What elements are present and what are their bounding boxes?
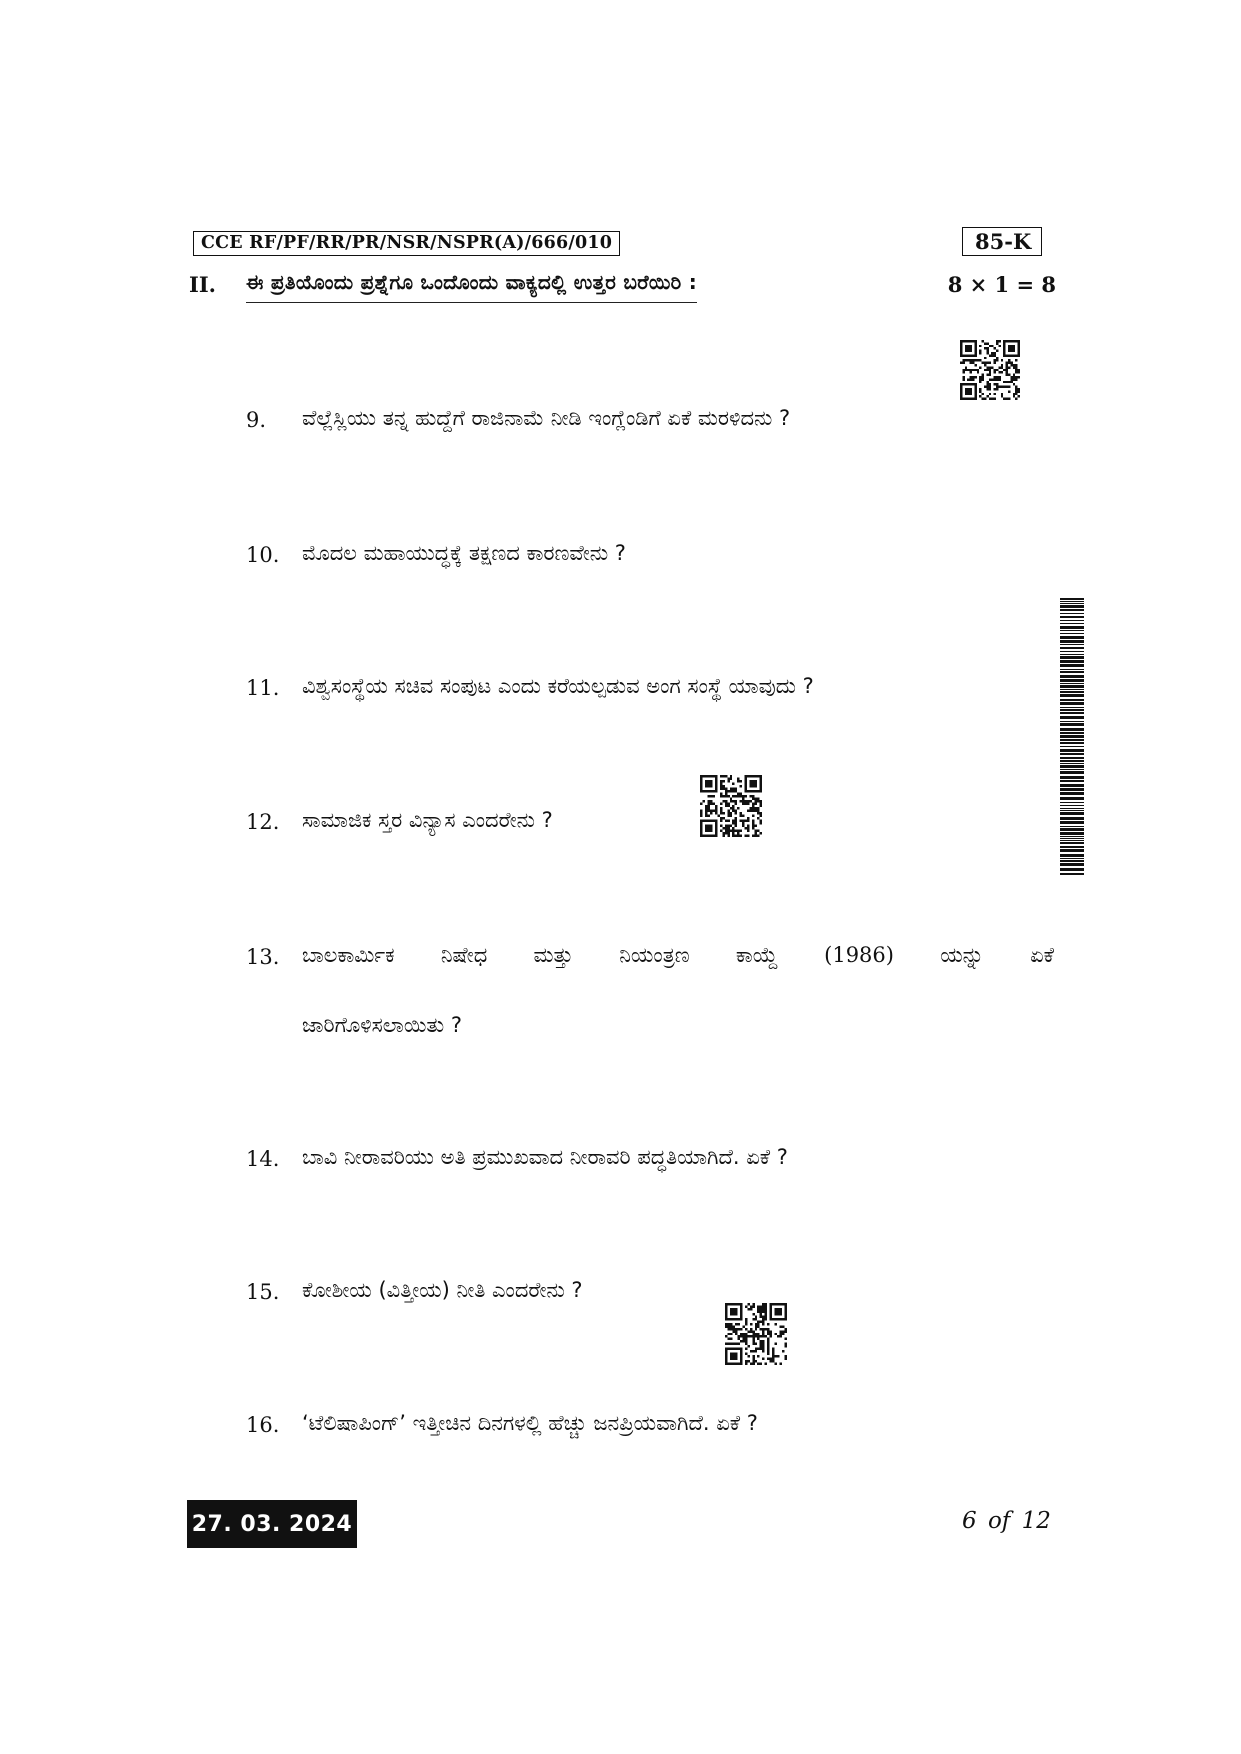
question-text: ಮೊದಲ ಮಹಾಯುದ್ಧಕ್ಕೆ ತಕ್ಷಣದ ಕಾರಣವೇನು ? <box>302 541 626 565</box>
qr-code-icon <box>725 1303 787 1365</box>
question-word: ಏಕೆ <box>1030 943 1054 967</box>
exam-date: 27. 03. 2024 <box>187 1500 357 1548</box>
question-number: 9. <box>246 408 267 432</box>
question-word: ನಿಷೇಧ <box>440 943 488 967</box>
question-text-line2: ಜಾರಿಗೊಳಿಸಲಾಯಿತು ? <box>302 1013 463 1037</box>
question-text: ‘ಟೆಲಿಷಾಪಿಂಗ್’ ಇತ್ತೀಚಿನ ದಿನಗಳಲ್ಲಿ ಹೆಚ್ಚು ಜನಪ್ರಿಯವಾಗಿದೆ. ಏಕೆ ? <box>302 1411 758 1435</box>
qr-code-icon <box>960 340 1020 400</box>
question-word: (1986) <box>824 943 894 967</box>
section-number: II. <box>189 272 216 297</box>
question-text: ಸಾಮಾಜಿಕ ಸ್ತರ ವಿನ್ಯಾಸ ಎಂದರೇನು ? <box>302 808 553 832</box>
question-number: 16. <box>246 1413 280 1437</box>
section-marks: 8 × 1 = 8 <box>947 272 1056 297</box>
question-number: 10. <box>246 543 280 567</box>
qr-pattern <box>960 340 1020 400</box>
question-number: 12. <box>246 810 280 834</box>
barcode-icon <box>1060 598 1084 876</box>
question-word: ಯನ್ನು <box>940 943 984 967</box>
question-text: ಬಾವಿ ನೀರಾವರಿಯು ಅತಿ ಪ್ರಮುಖವಾದ ನೀರಾವರಿ ಪದ್ಧತಿಯಾಗಿದೆ. ಏಕೆ ? <box>302 1145 788 1169</box>
question-number: 14. <box>246 1147 280 1171</box>
question-number: 13. <box>246 945 280 969</box>
section-instruction: ಈ ಪ್ರತಿಯೊಂದು ಪ್ರಶ್ನೆಗೂ ಒಂದೊಂದು ವಾಕ್ಯದಲ್ಲಿ ಉತ್ತರ ಬರೆಯಿರಿ : <box>246 270 697 303</box>
question-word: ಬಾಲಕಾರ್ಮಿಕ <box>302 943 395 967</box>
exam-code: CCE RF/PF/RR/PR/NSR/NSPR(A)/666/010 <box>193 231 620 256</box>
question-text-line1 <box>302 943 1054 968</box>
question-text: ಕೋಶೀಯ (ವಿತ್ತೀಯ) ನೀತಿ ಎಂದರೇನು ? <box>302 1278 583 1302</box>
paper-code: 85-K <box>962 227 1042 256</box>
qr-pattern <box>700 775 762 837</box>
qr-code-icon <box>700 775 762 837</box>
qr-pattern <box>725 1303 787 1365</box>
question-word: ಕಾಯ್ದೆ <box>735 943 778 967</box>
question-text: ವೆಲ್ಲೆಸ್ಲಿಯು ತನ್ನ ಹುದ್ದೆಗೆ ರಾಜಿನಾಮೆ ನೀಡಿ ಇಂಗ್ಲೆಂಡಿಗೆ ಏಕೆ ಮರಳಿದನು ? <box>302 406 791 430</box>
question-word: ನಿಯಂತ್ರಣ <box>619 943 690 967</box>
question-number: 15. <box>246 1280 280 1304</box>
question-number: 11. <box>246 676 280 700</box>
question-word: ಮತ್ತು <box>533 943 574 967</box>
question-text: ವಿಶ್ವಸಂಸ್ಥೆಯ ಸಚಿವ ಸಂಪುಟ ಎಂದು ಕರೆಯಲ್ಪಡುವ ಅಂಗ ಸಂಸ್ಥೆ ಯಾವುದು ? <box>302 674 814 698</box>
page-number: 6 of 12 <box>962 1508 1051 1534</box>
